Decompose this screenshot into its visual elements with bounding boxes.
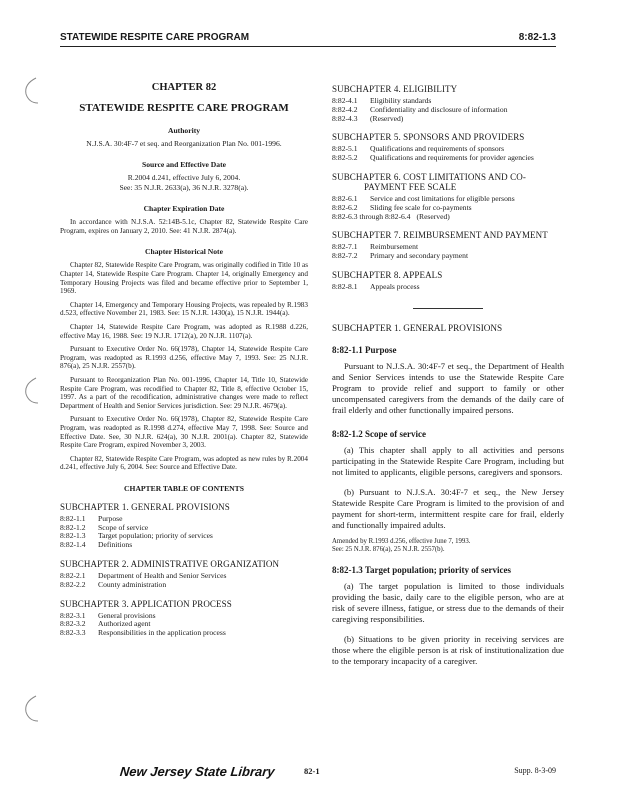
- section-heading: 8:82-1.2 Scope of service: [332, 428, 426, 439]
- toc-entry-title: Primary and secondary payment: [370, 251, 469, 261]
- toc-entry-number: 8:82-4.2: [332, 104, 358, 114]
- running-header: [60, 28, 556, 47]
- toc-subchapter-heading: SUBCHAPTER 2. ADMINISTRATIVE ORGANIZATION: [60, 559, 280, 570]
- toc-subchapter-heading: SUBCHAPTER 3. APPLICATION PROCESS: [60, 598, 232, 609]
- section-paragraph: Pursuant to N.J.S.A. 30:4F-7 et seq., the Department of Health and Senior Services intends to use the Statewide Respite Care Program to provide relief and support to family or other uncompensated caregivers from the demands of the daily care of frail elderly and other functionally impaired persons.: [332, 360, 564, 415]
- toc-entry-title: Definitions: [98, 540, 133, 550]
- toc-list: [332, 195, 564, 221]
- toc-entry-number: 8:82-7.2: [332, 251, 358, 261]
- toc-entry-number: 8:82-3.3: [60, 628, 86, 638]
- toc-entry-title: Authorized agent: [98, 619, 151, 629]
- toc-list: [60, 515, 308, 550]
- toc-entry-title: Reimbursement: [370, 242, 419, 252]
- toc-entry[interactable]: [332, 213, 564, 222]
- toc-list: [332, 145, 564, 163]
- amendment-line: Amended by R.1993 d.256, effective June 7, 1993.: [332, 537, 471, 545]
- history-paragraph: Chapter 82, Statewide Respite Care Program, was originally codified in Title 10 as Chapter 14, Statewide Respite Care Program. Chapter 14, originally Emergency and Temporary Housing Projects was filed and became effective prior to September 1, 1969.: [60, 261, 308, 296]
- toc-entry-title: (Reserved): [416, 211, 450, 221]
- toc-entry-title: Target population; priority of services: [98, 531, 213, 541]
- toc-subchapter-heading: SUBCHAPTER 1. GENERAL PROVISIONS: [60, 501, 230, 512]
- chapter-title: STATEWIDE RESPITE CARE PROGRAM: [79, 102, 289, 114]
- source-title: Source and Effective Date: [141, 160, 226, 170]
- toc-title: CHAPTER TABLE OF CONTENTS: [124, 483, 244, 493]
- toc-entry-number: 8:82-5.1: [332, 144, 358, 154]
- history-paragraph: Chapter 82, Statewide Respite Care Program, was adopted as new rules by R.2004 d.241, effective July 6, 2004. See: Source and Effective Date.: [60, 454, 308, 472]
- toc-entry-number: 8:82-1.1: [60, 513, 86, 523]
- history-paragraph: Pursuant to Executive Order No. 66(1978), Chapter 82, Statewide Respite Care Program, was readopted as R.1998 d.274, effective May 7, 1998. See: Source and Effective Date. See, 30 N.J.R. 624(a), 30 N.J.R. 2001(a). Chapter 82, Statewide Respite Care Program, expired November 3, 2003.: [60, 415, 308, 450]
- history-paragraph: Pursuant to Executive Order No. 66(1978), Chapter 14, Statewide Respite Care Program, was readopted as R.1993 d.256, effective May 7, 1993. See: 25 N.J.R. 876(a), 25 N.J.R. 2557(b).: [60, 345, 308, 371]
- toc-entry-title: Responsibilities in the application process: [98, 628, 226, 638]
- library-stamp: New Jersey State Library: [119, 764, 276, 779]
- toc-entry-title: County administration: [98, 579, 167, 589]
- amendment-note: [332, 538, 564, 555]
- toc-entry-title: General provisions: [98, 610, 156, 620]
- toc-entry[interactable]: [60, 629, 308, 638]
- history-paragraph: Chapter 14, Emergency and Temporary Housing Projects, was repealed by R.1983 d.523, effective November 21, 1983. See: 15 N.J.R. 1430(a), 15 N.J.R. 1944(a).: [60, 300, 308, 318]
- history-title: Chapter Historical Note: [145, 247, 223, 257]
- toc-entry-title: (Reserved): [370, 113, 404, 123]
- punch-hole-mark: [22, 694, 42, 724]
- toc-entry-number: 8:82-3.1: [60, 610, 86, 620]
- header-section-number: 8:82-1.3: [518, 32, 556, 43]
- punch-hole-mark: [22, 76, 42, 106]
- toc-list: [332, 243, 564, 261]
- toc-entry-number: 8:82-2.2: [60, 579, 86, 589]
- toc-entry[interactable]: [332, 106, 564, 115]
- subchapter-heading: SUBCHAPTER 1. GENERAL PROVISIONS: [332, 322, 503, 333]
- page-footer: [60, 764, 556, 784]
- toc-subchapter-heading: SUBCHAPTER 8. APPEALS: [332, 269, 443, 280]
- punch-hole-mark: [22, 376, 42, 406]
- left-column: [60, 62, 308, 638]
- toc-list: [332, 97, 564, 123]
- source-line: R.2004 d.241, effective July 6, 2004.: [127, 173, 241, 183]
- authority-text: N.J.S.A. 30:4F-7 et seq. and Reorganization Plan No. 001-1996.: [86, 139, 282, 148]
- toc-entry-number: 8:82-4.3: [332, 113, 358, 123]
- page-number: 82-1: [304, 766, 320, 776]
- toc-entry[interactable]: [332, 283, 564, 292]
- section-heading: 8:82-1.1 Purpose: [332, 344, 397, 355]
- toc-list: [60, 612, 308, 638]
- toc-entry-title: Service and cost limitations for eligible persons: [370, 193, 515, 203]
- toc-subchapter-heading: SUBCHAPTER 4. ELIGIBILITY: [332, 84, 458, 94]
- toc-entry-number: 8:82-1.3: [60, 531, 86, 541]
- toc-entry-number: 8:82-2.1: [60, 571, 86, 581]
- toc-entry-title: Qualifications and requirements of sponsors: [370, 144, 505, 154]
- amendment-line: See: 25 N.J.R. 876(a), 25 N.J.R. 2557(b).: [332, 546, 445, 554]
- toc-entry-number: 8:82-6.1: [332, 193, 358, 203]
- toc-entry[interactable]: [60, 541, 308, 550]
- toc-entry[interactable]: [332, 115, 564, 124]
- header-title: STATEWIDE RESPITE CARE PROGRAM: [60, 32, 250, 43]
- toc-entry-number: 8:82-3.2: [60, 619, 86, 629]
- toc-list: [60, 572, 308, 590]
- right-column: [332, 84, 564, 667]
- expiration-text: In accordance with N.J.S.A. 52:14B-5.1c, Chapter 82, Statewide Respite Care Program, expires on January 2, 2010. See: 41 N.J.R. 2874(a).: [60, 218, 308, 235]
- toc-entry-title: Sliding fee scale for co-payments: [370, 202, 472, 212]
- toc-entry-number: 8:82-1.2: [60, 522, 86, 532]
- toc-entry-number: 8:82-8.1: [332, 281, 358, 291]
- section-heading: 8:82-1.3 Target population; priority of services: [332, 564, 511, 575]
- toc-entry-number: 8:82-7.1: [332, 242, 358, 252]
- toc-entry[interactable]: [332, 154, 564, 163]
- toc-subchapter-heading: [332, 172, 564, 192]
- toc-subchapter-heading: SUBCHAPTER 5. SPONSORS AND PROVIDERS: [332, 132, 525, 143]
- toc-entry[interactable]: [60, 581, 308, 590]
- section-paragraph: (b) Situations to be given priority in receiving services are those where the eligible person is at risk of institutionalization due to the temporary incapacity of a caregiver.: [332, 633, 564, 666]
- toc-entry-number: 8:82-6.3 through 8:82-6.4: [332, 211, 411, 221]
- authority-title: Authority: [167, 126, 201, 135]
- toc-entry-title: Department of Health and Senior Services: [98, 571, 227, 581]
- toc-list: [332, 283, 564, 292]
- toc-entry-number: 8:82-6.2: [332, 202, 358, 212]
- toc-subchapter-heading: SUBCHAPTER 7. REIMBURSEMENT AND PAYMENT: [332, 230, 548, 241]
- toc-entry-title: Scope of service: [98, 522, 149, 532]
- history-paragraph: Chapter 14, Statewide Respite Care Program, was adopted as R.1988 d.226, effective May 16, 1988. See: 19 N.J.R. 1712(a), 20 N.J.R. 1107(a).: [60, 322, 308, 340]
- chapter-label: CHAPTER 82: [151, 82, 217, 93]
- toc-entry-title: Purpose: [98, 513, 123, 523]
- toc-subchapter-heading-line: PAYMENT FEE SCALE: [364, 181, 457, 192]
- history-paragraph: Pursuant to Reorganization Plan No. 001-1996, Chapter 14, Title 10, Statewide Respite Care Program, was recodified to Chapter 82, Title 8, effective October 15, 1997. As a part of the recodification, administrative changes were made to reflect Department of Health and Senior Services jurisdiction. See: 29 N.J.R. 4679(a).: [60, 375, 308, 410]
- toc-entry-title: Confidentiality and disclosure of information: [370, 104, 508, 114]
- section-paragraph: (a) This chapter shall apply to all activities and persons participating in the Statewide Respite Care Program, including but not limited to applicants, eligible persons, caregivers and sponsors.: [332, 444, 564, 477]
- toc-entry-title: Qualifications and requirements for provider agencies: [370, 153, 534, 163]
- section-divider: [413, 308, 483, 309]
- toc-entry[interactable]: [332, 252, 564, 261]
- toc-entry-title: Appeals process: [370, 281, 420, 291]
- section-paragraph: (a) The target population is limited to those individuals providing the basic, daily care to the eligible person, who are at risk of severe illness, fatigue, or stress due to the demands of their caregiving responsibilities.: [332, 580, 564, 624]
- toc-subchapter-heading-line: SUBCHAPTER 6. COST LIMITATIONS AND CO-: [332, 171, 526, 182]
- toc-entry-number: 8:82-5.2: [332, 153, 358, 163]
- section-paragraph: (b) Pursuant to N.J.S.A. 30:4F-7 et seq., the New Jersey Statewide Respite Care Program is limited to the provision of and payment for short-term, intermittent respite care for frail, elderly and functionally impaired adults.: [332, 486, 564, 530]
- supplement-date: Supp. 8-3-09: [514, 766, 556, 775]
- toc-entry-number: 8:82-4.1: [332, 96, 358, 105]
- toc-entry-number: 8:82-1.4: [60, 540, 86, 550]
- toc-entry-title: Eligibility standards: [370, 96, 432, 105]
- source-line: See: 35 N.J.R. 2633(a), 36 N.J.R. 3278(a).: [119, 182, 249, 192]
- expiration-title: Chapter Expiration Date: [143, 204, 225, 214]
